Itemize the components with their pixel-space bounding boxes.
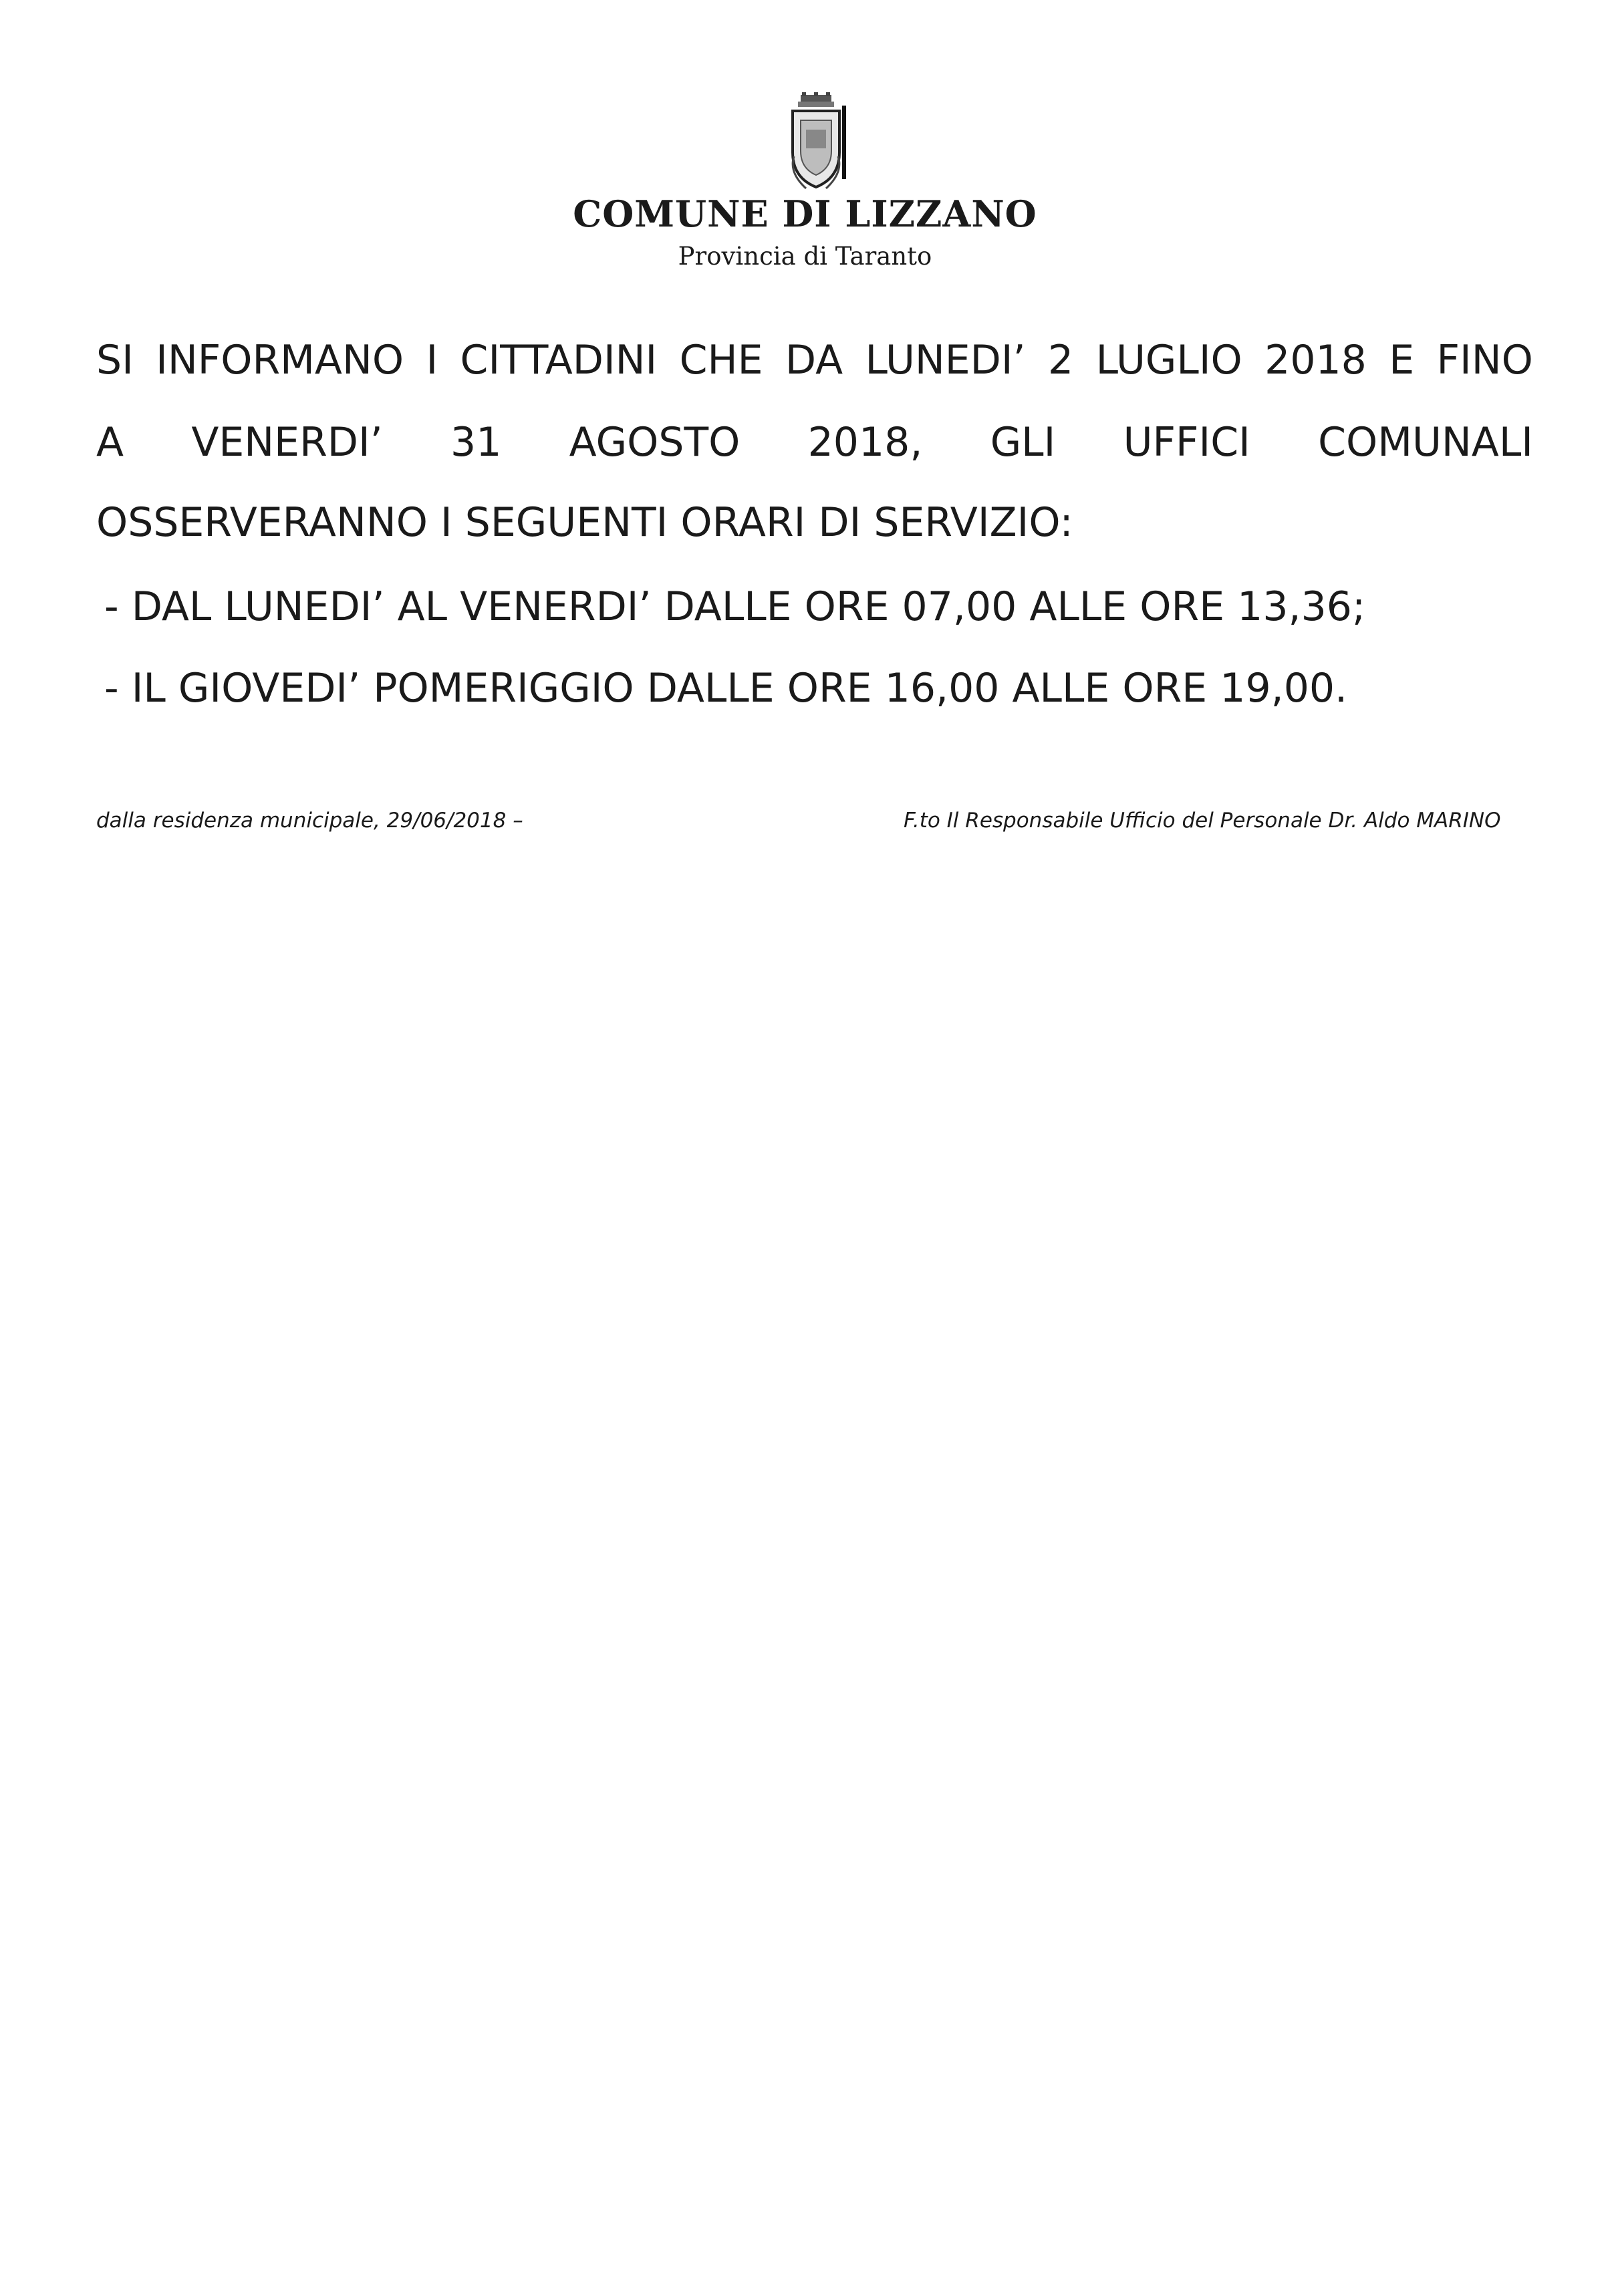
notice-word: CITTADINI — [460, 337, 658, 384]
notice-word: DA — [785, 337, 843, 384]
schedule-item-thursday: - IL GIOVEDI’ POMERIGGIO DALLE ORE 16,00 ALLE ORE 19,00. — [104, 665, 1348, 712]
notice-word: FINO — [1436, 337, 1533, 384]
notice-word: INFORMANO — [156, 337, 404, 384]
notice-line-2 — [96, 416, 1533, 469]
signature-line: F.to Il Responsabile Ufficio del Personale Dr. Aldo MARINO — [904, 809, 1501, 833]
notice-word: CHE — [679, 337, 763, 384]
notice-word: GLI — [990, 419, 1056, 466]
notice-word: 2018 — [1264, 337, 1367, 384]
notice-word: COMUNALI — [1318, 419, 1533, 466]
province-name: Provincia di Taranto — [678, 242, 932, 271]
notice-word: 31 — [450, 419, 502, 466]
notice-word: LUNEDI’ — [865, 337, 1026, 384]
notice-line-1 — [96, 333, 1533, 387]
notice-word: VENERDI’ — [191, 419, 383, 466]
notice-word: UFFICI — [1123, 419, 1250, 466]
schedule-item-weekdays: - DAL LUNEDI’ AL VENERDI’ DALLE ORE 07,00 ALLE ORE 13,36; — [104, 583, 1366, 630]
notice-word: 2 — [1048, 337, 1074, 384]
notice-word: E — [1389, 337, 1415, 384]
notice-line-3: OSSERVERANNO I SEGUENTI ORARI DI SERVIZIO: — [96, 499, 1073, 546]
coat-of-arms-icon — [786, 92, 846, 192]
org-name: COMUNE DI LIZZANO — [573, 192, 1037, 235]
notice-word: AGOSTO — [569, 419, 741, 466]
notice-word: 2018, — [807, 419, 923, 466]
notice-word: I — [426, 337, 438, 384]
notice-word: SI — [96, 337, 134, 384]
notice-word: LUGLIO — [1095, 337, 1242, 384]
notice-word: A — [96, 419, 124, 466]
place-date: dalla residenza municipale, 29/06/2018 – — [96, 809, 523, 833]
